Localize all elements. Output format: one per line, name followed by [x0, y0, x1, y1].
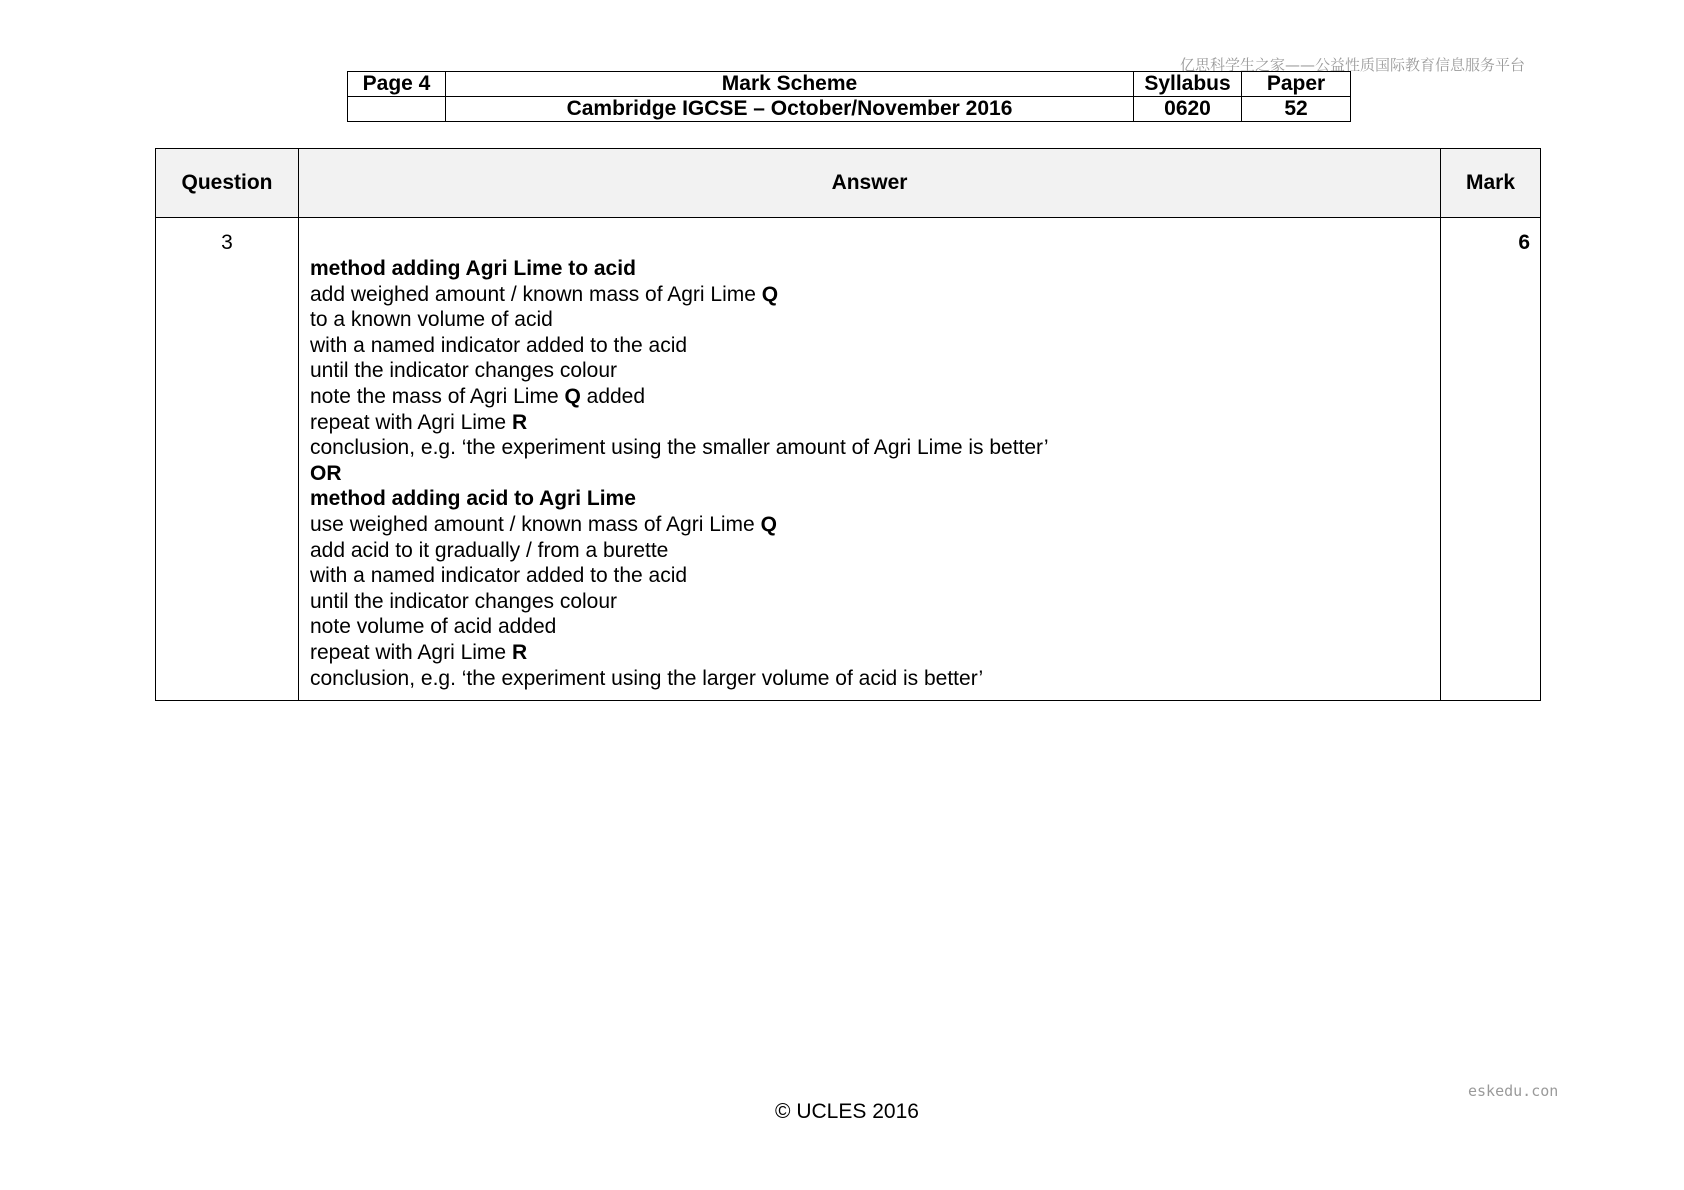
question-number: 3	[156, 218, 299, 701]
answer-text: repeat with Agri Lime	[310, 410, 512, 434]
answer-line	[310, 538, 1440, 564]
answer-text: until the indicator changes colour	[310, 589, 618, 613]
answer-text: to a known volume of acid	[310, 308, 553, 332]
answer-line	[310, 307, 1440, 333]
watermark-bottom-text: eskedu.con	[1468, 1082, 1559, 1100]
answer-text: use weighed amount / known mass of Agri Lime	[310, 512, 761, 536]
copyright-footer: © UCLES 2016	[775, 1100, 919, 1123]
answer-line	[310, 435, 1440, 461]
answer-lines	[310, 256, 1440, 691]
answer-column-header: Answer	[299, 149, 1441, 218]
answer-text: conclusion, e.g. ‘the experiment using the smaller amount of Agri Lime is better’	[310, 436, 1049, 460]
answer-text-bold: R	[511, 640, 528, 664]
table-body	[156, 218, 1541, 701]
answer-text-bold: R	[511, 410, 528, 434]
answer-text: with a named indicator added to the acid	[310, 333, 688, 357]
empty-cell	[348, 97, 446, 122]
table-row	[156, 218, 1541, 701]
answer-text: add weighed amount / known mass of Agri Lime	[310, 282, 762, 306]
answer-line	[310, 640, 1440, 666]
watermark-top-text: 亿思科学生之家——公益性质国际教育信息服务平台	[1180, 56, 1526, 74]
answer-text: repeat with Agri Lime	[310, 640, 512, 664]
answer-text-bold: Q	[760, 512, 777, 536]
mark-value: 6	[1441, 218, 1541, 701]
answer-line	[310, 358, 1440, 384]
document-subtitle: Cambridge IGCSE – October/November 2016	[446, 97, 1134, 122]
paper-label: Paper	[1242, 72, 1351, 97]
mark-scheme-table	[155, 148, 1541, 701]
answer-text: note the mass of Agri Lime	[310, 384, 565, 408]
answer-text: conclusion, e.g. ‘the experiment using the larger volume of acid is better’	[310, 666, 984, 690]
answer-text-bold: method adding Agri Lime to acid	[310, 257, 636, 280]
answer-line	[310, 384, 1440, 410]
answer-text: until the indicator changes colour	[310, 359, 618, 383]
mark-column-header: Mark	[1441, 149, 1541, 218]
answer-line	[310, 589, 1440, 615]
answer-text-bold: OR	[310, 461, 342, 485]
answer-line	[310, 410, 1440, 436]
question-column-header: Question	[156, 149, 299, 218]
answer-line	[310, 333, 1440, 359]
answer-text: with a named indicator added to the acid	[310, 564, 688, 588]
answer-line	[310, 666, 1440, 692]
document-header-table	[347, 71, 1351, 122]
answer-line	[310, 563, 1440, 589]
answer-line	[310, 614, 1440, 640]
answer-text-bold: Q	[761, 282, 779, 306]
answer-line	[310, 461, 1440, 487]
answer-line	[310, 256, 1440, 282]
answer-cell	[299, 218, 1441, 701]
answer-text-bold: Q	[564, 384, 581, 408]
answer-text: note volume of acid added	[310, 615, 557, 639]
syllabus-label: Syllabus	[1134, 72, 1242, 97]
page-number: Page 4	[348, 72, 446, 97]
syllabus-value: 0620	[1134, 97, 1242, 122]
paper-value: 52	[1242, 97, 1351, 122]
document-title: Mark Scheme	[446, 72, 1134, 97]
answer-text: add acid to it gradually / from a burette	[310, 538, 669, 562]
answer-line	[310, 282, 1440, 308]
answer-line	[310, 512, 1440, 538]
answer-text: added	[580, 384, 646, 408]
answer-text-bold: method adding acid to Agri Lime	[310, 487, 636, 511]
answer-line	[310, 486, 1440, 512]
